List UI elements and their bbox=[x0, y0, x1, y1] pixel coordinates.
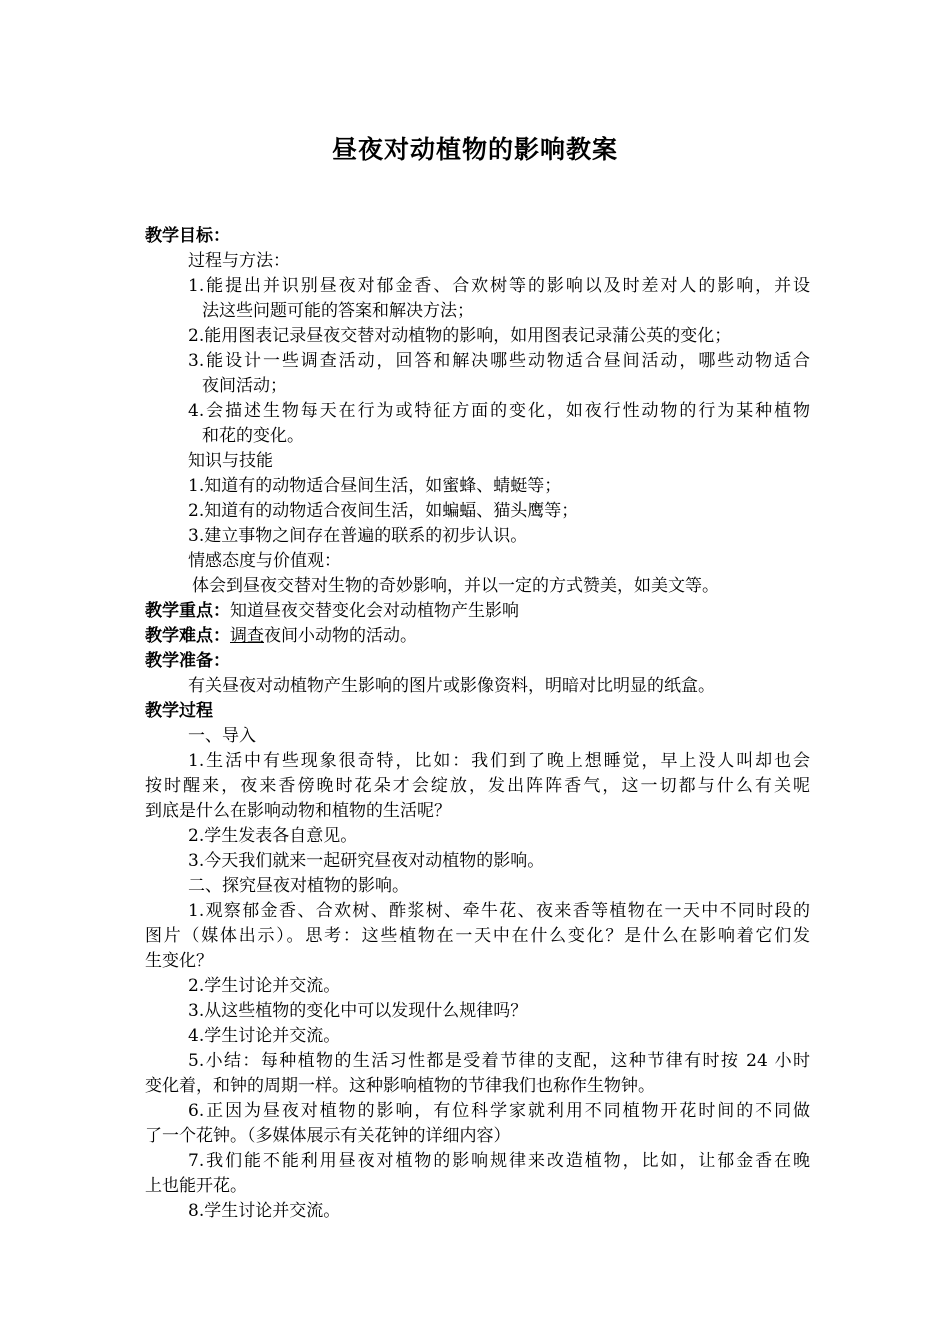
pm-item-4-line-1: 4.会描述生物每天在行为或特征方面的变化，如夜行性动物的行为某种植物 bbox=[188, 401, 810, 421]
knowledge-item-1: 1.知道有的动物适合昼间生活，如蜜蜂、蜻蜓等； bbox=[188, 476, 562, 496]
difficulty-rest: 夜间小动物的活动。 bbox=[264, 626, 417, 646]
s1-p1-line-1: 1.生活中有些现象很奇特，比如：我们到了晚上想睡觉，早上没人叫却也会 bbox=[188, 751, 810, 771]
preparation-label: 教学准备： bbox=[145, 651, 230, 671]
s2-p6-line-1: 6.正因为昼夜对植物的影响，有位科学家就利用不同植物开花时间的不同做 bbox=[188, 1101, 810, 1121]
s2-p5-line-2: 变化着，和钟的周期一样。这种影响植物的节律我们也称作生物钟。 bbox=[145, 1076, 655, 1096]
pm-item-2: 2.能用图表记录昼夜交替对动植物的影响，如用图表记录蒲公英的变化； bbox=[188, 326, 732, 346]
key-point-label: 教学重点： bbox=[145, 601, 230, 621]
emotion-text: 体会到昼夜交替对生物的奇妙影响，并以一定的方式赞美，如美文等。 bbox=[192, 576, 719, 596]
s2-p6-line-2: 了一个花钟。（多媒体展示有关花钟的详细内容） bbox=[145, 1126, 511, 1146]
s2-p1-line-2: 图片（媒体出示）。思考：这些植物在一天中在什么变化？是什么在影响着它们发 bbox=[145, 926, 810, 946]
s2-p7-line-1: 7.我们能不能利用昼夜对植物的影响规律来改造植物，比如，让郁金香在晚 bbox=[188, 1151, 810, 1171]
knowledge-label: 知识与技能 bbox=[188, 451, 273, 471]
s2-p1-line-1: 1.观察郁金香、合欢树、酢浆树、牵牛花、夜来香等植物在一天中不同时段的 bbox=[188, 901, 810, 921]
key-point bbox=[145, 599, 810, 624]
pm-item-1-line-1: 1.能提出并识别昼夜对郁金香、合欢树等的影响以及时差对人的影响，并设 bbox=[188, 276, 810, 296]
difficulty-underlined: 调查 bbox=[230, 626, 264, 646]
s2-p1-line-3: 生变化？ bbox=[145, 951, 213, 971]
knowledge-item-2: 2.知道有的动物适合夜间生活，如蝙蝠、猫头鹰等； bbox=[188, 501, 579, 521]
s1-p1-line-2: 按时醒来，夜来香傍晚时花朵才会绽放，发出阵阵香气，这一切都与什么有关呢 bbox=[145, 776, 810, 796]
section-2-heading: 二、探究昼夜对植物的影响。 bbox=[188, 876, 409, 896]
emotion-label: 情感态度与价值观： bbox=[188, 551, 341, 571]
key-point-text: 知道昼夜交替变化会对动植物产生影响 bbox=[230, 601, 519, 621]
s1-p1-line-3: 到底是什么在影响动物和植物的生活呢？ bbox=[145, 801, 451, 821]
section-1-heading: 一、导入 bbox=[188, 726, 256, 746]
s2-p2: 2.学生讨论并交流。 bbox=[188, 976, 341, 996]
pm-item-4-line-2: 和花的变化。 bbox=[202, 426, 304, 446]
s2-p3: 3.从这些植物的变化中可以发现什么规律吗？ bbox=[188, 1001, 528, 1021]
document-body bbox=[145, 224, 810, 1224]
document-title: 昼夜对动植物的影响教案 bbox=[331, 135, 618, 164]
pm-item-1-line-2: 法这些问题可能的答案和解决方法； bbox=[202, 301, 474, 321]
process-method-label: 过程与方法： bbox=[188, 251, 290, 271]
difficulty bbox=[145, 624, 810, 649]
knowledge-item-3: 3.建立事物之间存在普遍的联系的初步认识。 bbox=[188, 526, 528, 546]
s2-p7-line-2: 上也能开花。 bbox=[145, 1176, 247, 1196]
process-label: 教学过程 bbox=[145, 701, 213, 721]
preparation-text: 有关昼夜对动植物产生影响的图片或影像资料，明暗对比明显的纸盒。 bbox=[188, 676, 715, 696]
s2-p4: 4.学生讨论并交流。 bbox=[188, 1026, 341, 1046]
objectives-label: 教学目标： bbox=[145, 226, 230, 246]
pm-item-3-line-1: 3.能设计一些调查活动，回答和解决哪些动物适合昼间活动，哪些动物适合 bbox=[188, 351, 810, 371]
difficulty-label: 教学难点： bbox=[145, 626, 230, 646]
s1-p2: 2.学生发表各自意见。 bbox=[188, 826, 358, 846]
s2-p5-line-1: 5.小结：每种植物的生活习性都是受着节律的支配，这种节律有时按 24 小时 bbox=[188, 1051, 810, 1071]
s1-p3: 3.今天我们就来一起研究昼夜对动植物的影响。 bbox=[188, 851, 545, 871]
s2-p8: 8.学生讨论并交流。 bbox=[188, 1201, 341, 1221]
pm-item-3-line-2: 夜间活动； bbox=[202, 376, 287, 396]
